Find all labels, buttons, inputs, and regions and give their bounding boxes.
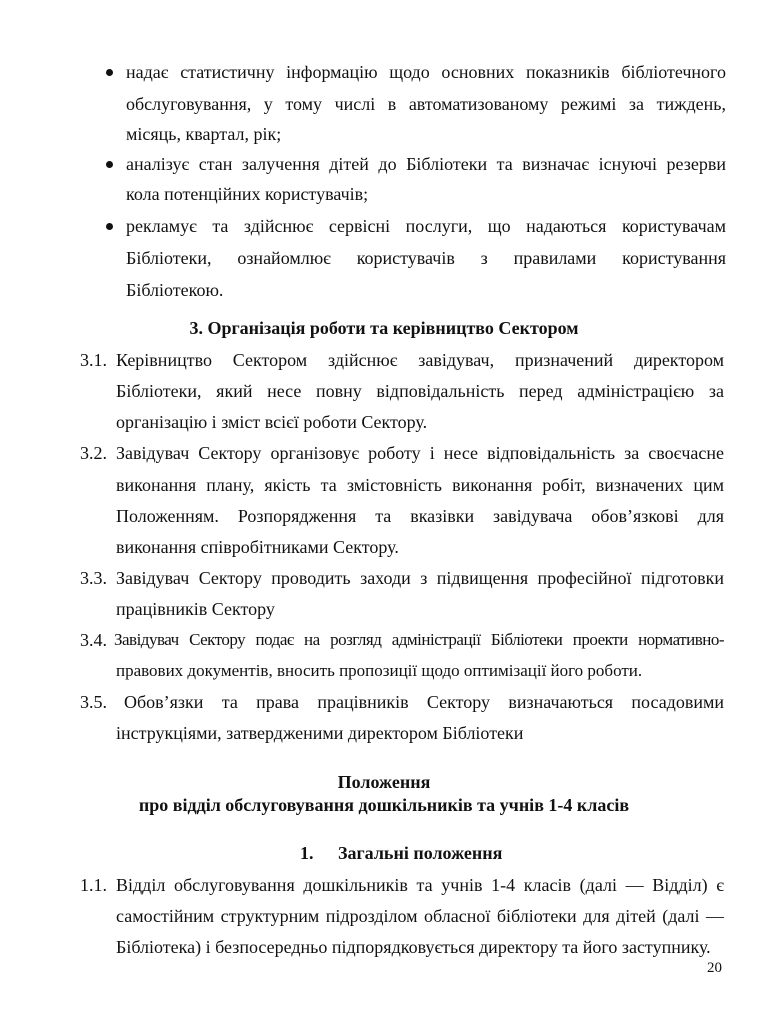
- text-line: працівників Сектору: [116, 599, 275, 619]
- text-line: організацію і зміст всієї роботи Сектору.: [116, 412, 428, 432]
- text-line: Завідувач Сектору організовує роботу і несе відповідальність за своєчасне: [116, 443, 724, 463]
- section-heading: Загальні положення: [338, 843, 503, 863]
- text-line: Відділ обслуговування дошкільників та учнів 1-4 класів (далі — Відділ) є: [116, 875, 724, 895]
- page-number: 20: [707, 960, 722, 976]
- text-line: самостійним структурним підрозділом обласної бібліотеки для дітей (далі —: [116, 906, 724, 926]
- text-line: інструкціями, затвердженими директором Бібліотеки: [116, 723, 524, 743]
- text-line: рекламує та здійснює сервісні послуги, що надаються користувачам: [126, 216, 726, 236]
- bullet-dot: [106, 69, 113, 76]
- section-heading: 3. Організація роботи та керівництво Сектором: [189, 318, 579, 338]
- bullet-dot: [106, 161, 113, 168]
- item-number: 3.5.: [80, 692, 107, 712]
- text-line: Завідувач Сектору подає на розгляд адміністрації Бібліотеки проекти нормативно-: [114, 630, 724, 649]
- regulation-title: Положення: [337, 772, 431, 792]
- section-number: 1.: [300, 843, 314, 863]
- item-number: 3.2.: [80, 443, 107, 463]
- text-line: Бібліотеки, який несе повну відповідальність перед адміністрацією за: [116, 381, 724, 401]
- text-line: надає статистичну інформацію щодо основних показників бібліотечного: [126, 62, 726, 82]
- regulation-subtitle: про відділ обслуговування дошкільників та учнів 1-4 класів: [138, 795, 630, 815]
- item-number: 3.4.: [80, 630, 107, 650]
- text-line: виконання плану, якість та змістовність виконання робіт, визначених цим: [116, 475, 724, 495]
- text-line: аналізує стан залучення дітей до Бібліотеки та визначає існуючі резерви: [126, 154, 726, 174]
- text-line: Обов’язки та права працівників Сектору визначаються посадовими: [124, 692, 724, 712]
- text-line: правових документів, вносить пропозиції щодо оптимізації його роботи.: [116, 661, 643, 680]
- bullet-dot: [106, 223, 113, 230]
- text-line: кола потенційних користувачів;: [126, 184, 369, 204]
- text-line: Бібліотеки, ознайомлює користувачів з правилами користування: [126, 248, 726, 268]
- item-number: 1.1.: [80, 875, 107, 895]
- text-line: Бібліотека) і безпосередньо підпорядковується директору та його заступнику.: [116, 937, 711, 957]
- text-line: Керівництво Сектором здійснює завідувач, призначений директором: [116, 350, 724, 370]
- text-line: місяць, квартал, рік;: [126, 124, 282, 144]
- text-line: виконання співробітниками Сектору.: [116, 537, 399, 557]
- item-number: 3.1.: [80, 350, 107, 370]
- text-line: Завідувач Сектору проводить заходи з підвищення професійної підготовки: [116, 568, 724, 588]
- text-line: Положенням. Розпорядження та вказівки завідувача обов’язкові для: [116, 506, 724, 526]
- text-line: Бібліотекою.: [126, 280, 224, 300]
- item-number: 3.3.: [80, 568, 107, 588]
- text-line: обслуговування, у тому числі в автоматизованому режимі за тиждень,: [126, 94, 726, 114]
